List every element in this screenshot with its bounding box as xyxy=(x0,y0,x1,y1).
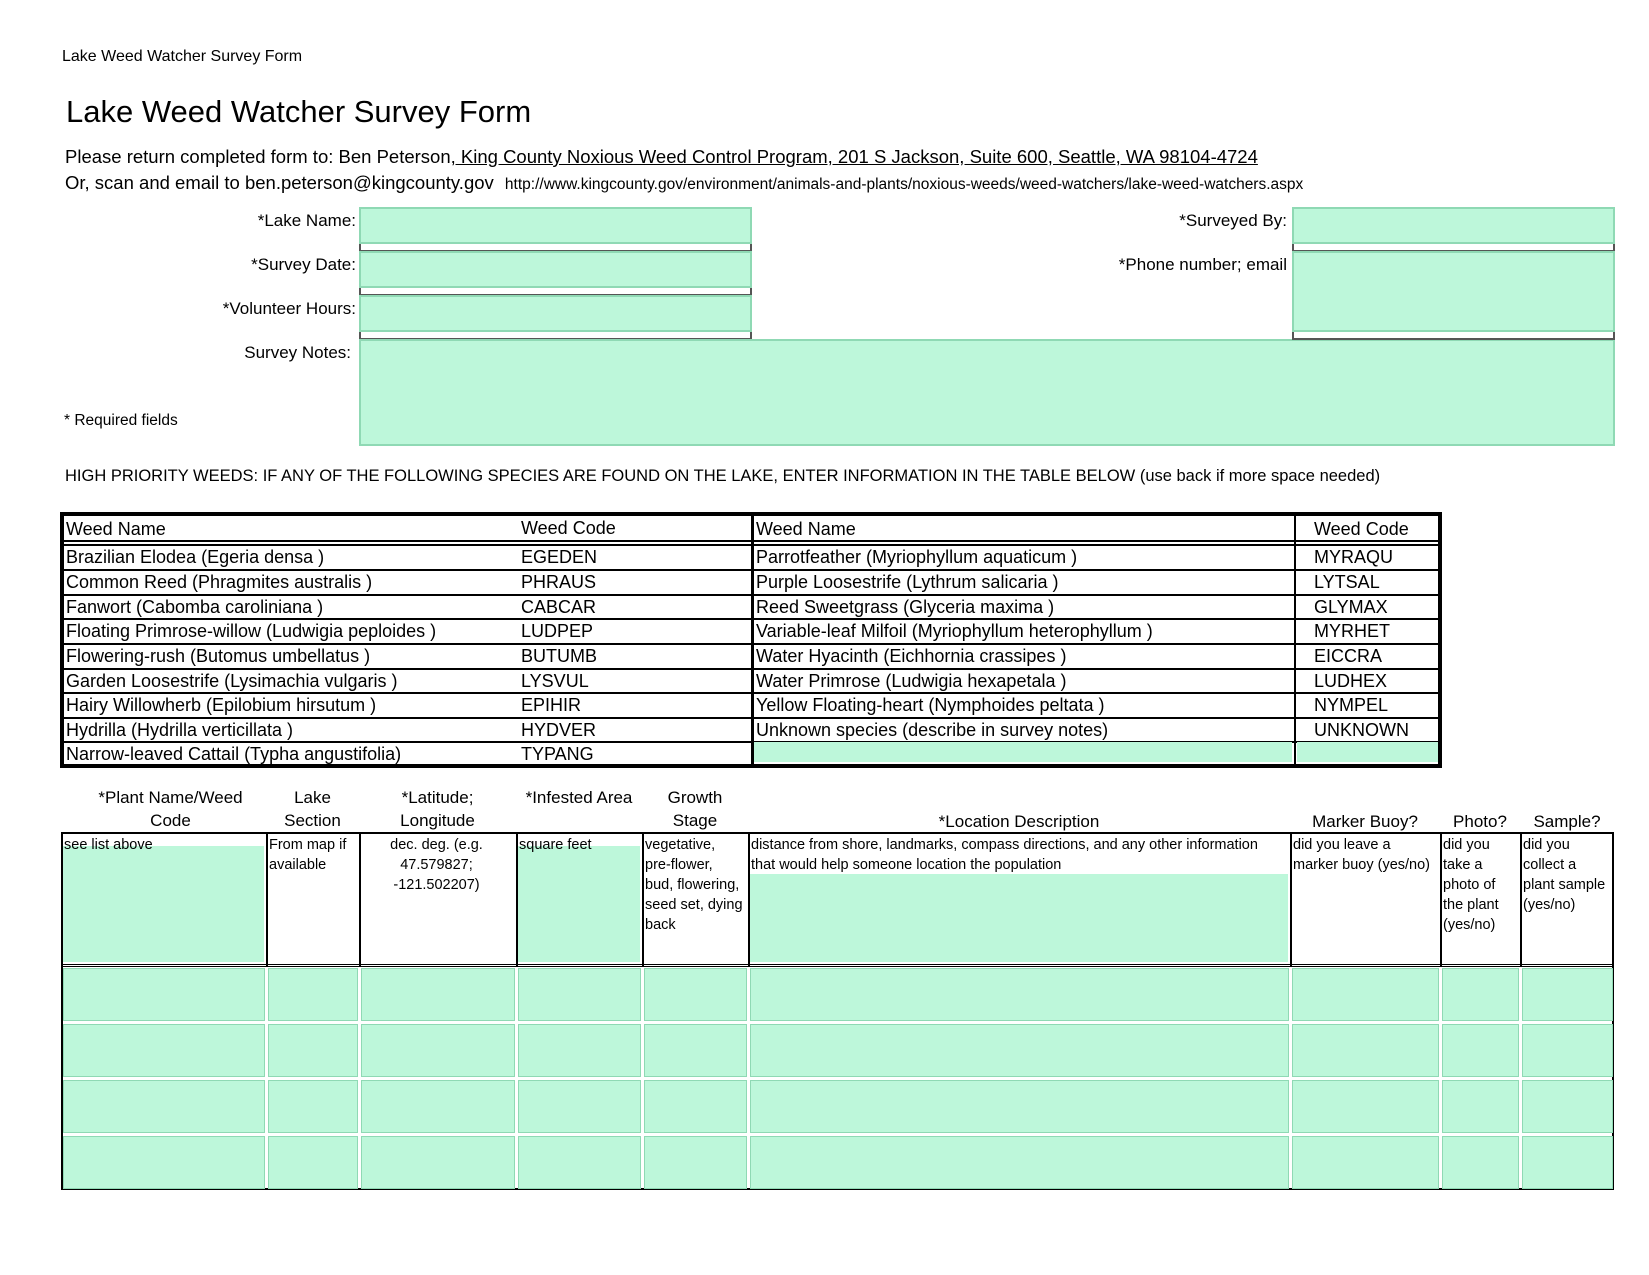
column-divider xyxy=(359,832,361,966)
return-address: , King County Noxious Weed Control Program, 201 S Jackson, Suite 600, Seattle, WA 98104-4724 xyxy=(450,146,1258,167)
phone-email-field[interactable] xyxy=(1292,251,1615,332)
hint-fill[interactable] xyxy=(750,874,1288,962)
weed-name-cell: Hairy Willowherb (Epilobium hirsutum ) xyxy=(66,695,377,715)
marker-buoy-hint: did you leave a marker buoy (yes/no) xyxy=(1293,837,1430,873)
plant-name-hint: see list above xyxy=(64,837,153,853)
return-prefix: Please return completed form to: Ben Peterson xyxy=(65,146,451,167)
survey-date-field[interactable] xyxy=(359,251,752,288)
weed-code-cell: TYPANG xyxy=(521,744,594,764)
sample-header: Sample? xyxy=(1533,812,1601,831)
weed-name-header: Weed Name xyxy=(756,519,856,539)
marker-buoy-header: Marker Buoy? xyxy=(1312,812,1418,831)
survey-entry-cell[interactable] xyxy=(361,1136,515,1189)
survey-entry-cell[interactable] xyxy=(63,968,265,1021)
survey-entry-cell[interactable] xyxy=(63,1136,265,1189)
weed-name-cell: Floating Primrose-willow (Ludwigia peploides ) xyxy=(66,621,437,641)
weed-code-cell: HYDVER xyxy=(521,720,597,740)
survey-entry-cell[interactable] xyxy=(750,968,1289,1021)
lat-long-header: *Latitude; Longitude xyxy=(400,788,475,830)
survey-entry-cell[interactable] xyxy=(644,1136,747,1189)
survey-entry-cell[interactable] xyxy=(1292,968,1439,1021)
photo-header: Photo? xyxy=(1453,812,1507,831)
sample-hint: did you collect a plant sample (yes/no) xyxy=(1523,837,1606,913)
weed-name-cell: Yellow Floating-heart (Nymphoides peltata ) xyxy=(756,695,1105,715)
survey-entry-cell[interactable] xyxy=(268,1024,358,1077)
email-line xyxy=(65,172,1303,194)
return-line xyxy=(65,146,1258,168)
weed-code-header: Weed Code xyxy=(521,518,616,538)
survey-entry-cell[interactable] xyxy=(644,1024,747,1077)
weed-name-cell: Hydrilla (Hydrilla verticillata ) xyxy=(66,720,294,740)
infested-area-hint: square feet xyxy=(519,837,592,853)
surveyed-by-label: *Surveyed By: xyxy=(1179,211,1287,230)
infested-area-header: *Infested Area xyxy=(525,788,633,807)
phone-email-label: *Phone number; email xyxy=(1118,255,1287,274)
survey-entry-cell[interactable] xyxy=(361,1080,515,1133)
row-divider xyxy=(61,964,1614,967)
column-divider xyxy=(1520,832,1522,966)
program-url[interactable]: http://www.kingcounty.gov/environment/animals-and-plants/noxious-weeds/weed-watchers/lake-weed-watchers.aspx xyxy=(504,176,1304,193)
page-header: Lake Weed Watcher Survey Form xyxy=(62,48,303,65)
survey-entry-cell[interactable] xyxy=(1522,968,1613,1021)
column-divider xyxy=(266,832,268,966)
lake-section-header: Lake Section xyxy=(284,788,341,830)
weed-name-cell: Water Hyacinth (Eichhornia crassipes ) xyxy=(756,646,1067,666)
plant-name-header: *Plant Name/Weed Code xyxy=(98,788,243,830)
weed-name-cell: Reed Sweetgrass (Glyceria maxima ) xyxy=(756,597,1055,617)
survey-entry-cell[interactable] xyxy=(63,1080,265,1133)
weed-name-cell: Parrotfeather (Myriophyllum aquaticum ) xyxy=(756,547,1078,567)
weed-name-cell: Garden Loosestrife (Lysimachia vulgaris ) xyxy=(66,671,398,691)
survey-entry-cell[interactable] xyxy=(1442,1136,1519,1189)
survey-entry-cell[interactable] xyxy=(1292,1136,1439,1189)
survey-entry-cell[interactable] xyxy=(518,968,641,1021)
survey-notes-field[interactable] xyxy=(359,339,1615,446)
lake-section-hint: From map if available xyxy=(269,837,347,873)
location-description-header: *Location Description xyxy=(938,812,1100,831)
page-title: Lake Weed Watcher Survey Form xyxy=(66,94,532,129)
weed-code-cell: EGEDEN xyxy=(521,547,598,567)
survey-entry-cell[interactable] xyxy=(268,1136,358,1189)
survey-entry-cell[interactable] xyxy=(1442,968,1519,1021)
weed-code-cell: LUDHEX xyxy=(1314,671,1388,691)
survey-entry-cell[interactable] xyxy=(1522,1136,1613,1189)
weed-code-cell: CABCAR xyxy=(521,597,597,617)
weed-name-cell: Narrow-leaved Cattail (Typha angustifolia) xyxy=(66,744,402,764)
row-divider xyxy=(64,540,1438,542)
volunteer-hours-field[interactable] xyxy=(359,295,752,332)
required-note: * Required fields xyxy=(64,412,178,429)
weed-code-cell: BUTUMB xyxy=(521,646,597,666)
survey-entry-cell[interactable] xyxy=(361,968,515,1021)
column-divider xyxy=(516,832,518,966)
column-divider xyxy=(1290,832,1292,966)
weed-code-cell: UNKNOWN xyxy=(1314,720,1409,740)
weed-code-cell: NYMPEL xyxy=(1314,695,1389,715)
column-divider xyxy=(748,832,750,966)
weed-code-cell: MYRHET xyxy=(1314,621,1390,641)
lake-name-field[interactable] xyxy=(359,207,752,244)
weed-code-cell: EICCRA xyxy=(1314,646,1383,666)
lake-name-label: *Lake Name: xyxy=(257,211,356,230)
survey-entry-cell[interactable] xyxy=(518,1136,641,1189)
weed-code-cell: MYRAQU xyxy=(1314,547,1394,567)
column-divider xyxy=(1440,832,1442,966)
growth-stage-header: Growth Stage xyxy=(667,788,723,830)
survey-entry-cell[interactable] xyxy=(644,968,747,1021)
blank-weed-name-field[interactable] xyxy=(754,742,1292,762)
field-divider xyxy=(1292,332,1615,340)
survey-entry-cell[interactable] xyxy=(750,1080,1289,1133)
weed-code-cell: LUDPEP xyxy=(521,621,594,641)
survey-entry-cell[interactable] xyxy=(750,1024,1289,1077)
priority-heading: HIGH PRIORITY WEEDS: IF ANY OF THE FOLLOWING SPECIES ARE FOUND ON THE LAKE, ENTER INFORMATION IN THE TABLE BELOW (use back if more space needed) xyxy=(65,467,1381,485)
weed-name-cell: Variable-leaf Milfoil (Myriophyllum heterophyllum ) xyxy=(756,621,1153,641)
volunteer-hours-label: *Volunteer Hours: xyxy=(222,299,356,318)
survey-date-label: *Survey Date: xyxy=(251,255,356,274)
photo-hint: did you take a photo of the plant (yes/no) xyxy=(1443,837,1499,933)
survey-entry-cell[interactable] xyxy=(268,968,358,1021)
weed-code-cell: PHRAUS xyxy=(521,572,597,592)
weed-name-header: Weed Name xyxy=(66,519,166,539)
weed-name-cell: Purple Loosestrife (Lythrum salicaria ) xyxy=(756,572,1059,592)
growth-stage-hint: vegetative, pre-flower, bud, flowering, seed set, dying back xyxy=(645,837,743,933)
survey-entry-cell[interactable] xyxy=(518,1080,641,1133)
weed-code-cell: GLYMAX xyxy=(1314,597,1388,617)
survey-entry-cell[interactable] xyxy=(750,1136,1289,1189)
weed-name-cell: Brazilian Elodea (Egeria densa ) xyxy=(66,547,325,567)
weed-code-cell: EPIHIR xyxy=(521,695,582,715)
lat-long-hint: dec. deg. (e.g. 47.579827; -121.502207) xyxy=(390,837,483,893)
survey-entry-cell[interactable] xyxy=(644,1080,747,1133)
survey-entry-cell[interactable] xyxy=(1442,1024,1519,1077)
hint-fill[interactable] xyxy=(518,846,640,962)
survey-entry-cell[interactable] xyxy=(268,1080,358,1133)
location-description-hint: distance from shore, landmarks, compass directions, and any other information that would help someone location the population xyxy=(751,837,1258,873)
survey-entry-cell[interactable] xyxy=(518,1024,641,1077)
weed-code-cell: LYSVUL xyxy=(521,671,589,691)
survey-entry-cell[interactable] xyxy=(1522,1024,1613,1077)
column-divider xyxy=(751,516,754,764)
surveyed-by-field[interactable] xyxy=(1292,207,1615,244)
weed-name-cell: Common Reed (Phragmites australis ) xyxy=(66,572,373,592)
survey-entry-cell[interactable] xyxy=(63,1024,265,1077)
weed-name-cell: Flowering-rush (Butomus umbellatus ) xyxy=(66,646,371,666)
weed-name-cell: Unknown species (describe in survey notes) xyxy=(756,720,1109,740)
survey-entry-cell[interactable] xyxy=(1292,1080,1439,1133)
weed-code-cell: LYTSAL xyxy=(1314,572,1380,592)
blank-weed-code-field[interactable] xyxy=(1297,742,1438,762)
survey-entry-cell[interactable] xyxy=(1442,1080,1519,1133)
weed-name-cell: Fanwort (Cabomba caroliniana ) xyxy=(66,597,324,617)
email-text: Or, scan and email to ben.peterson@kingcounty.gov xyxy=(65,172,494,193)
survey-entry-cell[interactable] xyxy=(1522,1080,1613,1133)
survey-notes-label: Survey Notes: xyxy=(244,343,351,362)
column-divider xyxy=(642,832,644,966)
survey-entry-cell[interactable] xyxy=(1292,1024,1439,1077)
weed-code-header: Weed Code xyxy=(1314,519,1409,539)
survey-entry-cell[interactable] xyxy=(361,1024,515,1077)
weed-name-cell: Water Primrose (Ludwigia hexapetala ) xyxy=(756,671,1067,691)
column-divider xyxy=(1294,516,1296,764)
weed-table xyxy=(60,512,1442,768)
hint-fill[interactable] xyxy=(63,846,264,962)
